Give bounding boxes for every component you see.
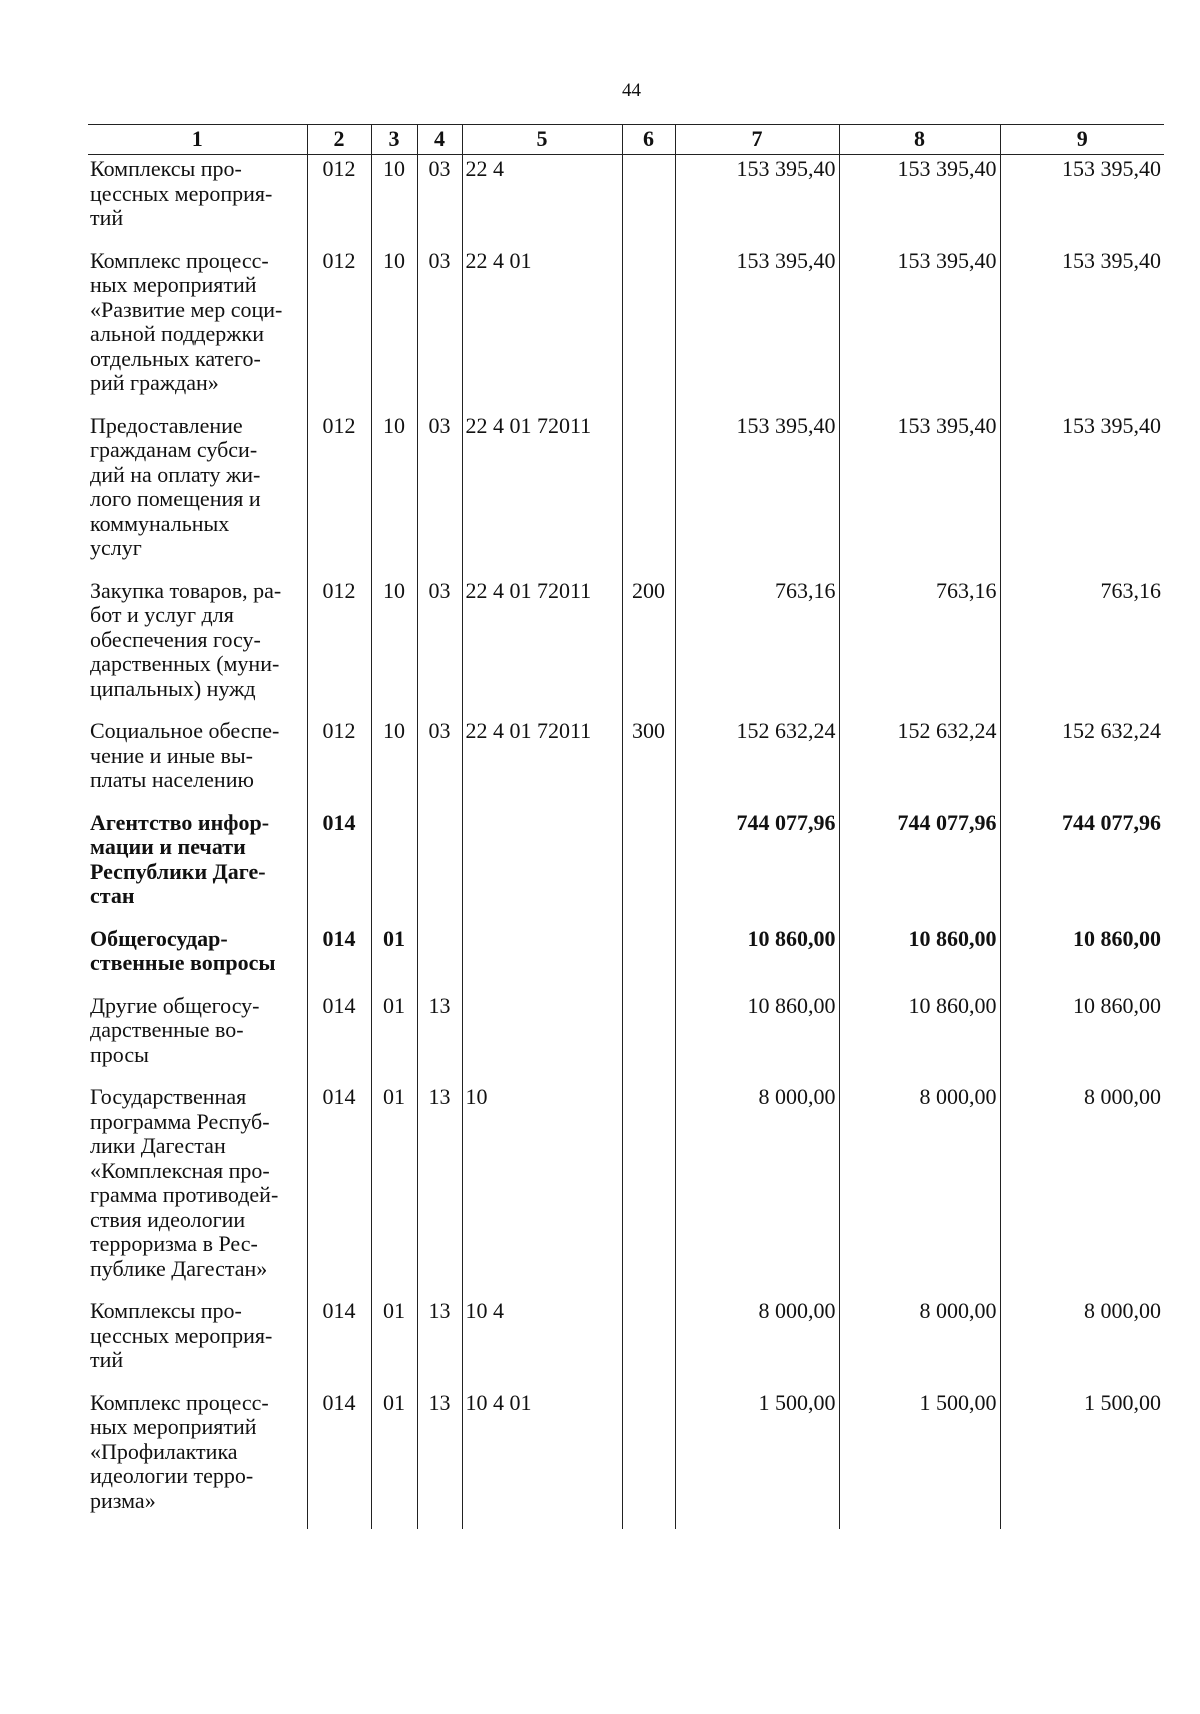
row-amount-col9: 153 395,40	[1000, 155, 1164, 247]
row-amount-col9: 152 632,24	[1000, 717, 1164, 809]
header-row	[88, 125, 1164, 155]
row-code-target	[462, 925, 622, 992]
row-amount-col7: 8 000,00	[675, 1297, 839, 1389]
row-amount-col8: 10 860,00	[839, 925, 1000, 992]
row-code-section: 01	[371, 1297, 417, 1389]
column-header: 2	[307, 125, 371, 155]
row-amount-col7: 152 632,24	[675, 717, 839, 809]
table-row	[88, 412, 1164, 577]
page-number: 44	[622, 80, 641, 101]
row-name: Социальное обеспе- чение и иные вы- платы населению	[88, 717, 307, 809]
row-code-target: 22 4 01 72011	[462, 717, 622, 809]
table-row	[88, 1297, 1164, 1389]
row-code-expense-type	[622, 992, 675, 1084]
row-code-expense-type	[622, 247, 675, 412]
table-row	[88, 247, 1164, 412]
table-row	[88, 155, 1164, 247]
column-header: 3	[371, 125, 417, 155]
column-header: 8	[839, 125, 1000, 155]
row-code-target: 22 4 01 72011	[462, 577, 622, 718]
row-amount-col9: 153 395,40	[1000, 247, 1164, 412]
row-code-ministry: 014	[307, 925, 371, 992]
row-code-subsection: 13	[417, 992, 462, 1084]
row-amount-col7: 153 395,40	[675, 247, 839, 412]
table-row	[88, 925, 1164, 992]
row-amount-col9: 8 000,00	[1000, 1297, 1164, 1389]
row-code-target: 10	[462, 1083, 622, 1297]
row-code-ministry: 012	[307, 577, 371, 718]
row-amount-col8: 152 632,24	[839, 717, 1000, 809]
table-row	[88, 809, 1164, 925]
row-amount-col8: 153 395,40	[839, 412, 1000, 577]
row-code-ministry: 014	[307, 992, 371, 1084]
row-code-target: 10 4 01	[462, 1389, 622, 1530]
row-name: Комплексы про- цессных мероприя- тий	[88, 1297, 307, 1389]
column-header: 1	[88, 125, 307, 155]
row-code-ministry: 012	[307, 155, 371, 247]
row-amount-col7: 10 860,00	[675, 925, 839, 992]
row-code-ministry: 012	[307, 412, 371, 577]
row-amount-col8: 153 395,40	[839, 155, 1000, 247]
row-amount-col7: 153 395,40	[675, 412, 839, 577]
row-code-ministry: 014	[307, 1083, 371, 1297]
table-row	[88, 1083, 1164, 1297]
column-header: 5	[462, 125, 622, 155]
row-amount-col7: 153 395,40	[675, 155, 839, 247]
row-code-ministry: 014	[307, 1389, 371, 1530]
row-code-ministry: 014	[307, 1297, 371, 1389]
row-code-section: 10	[371, 155, 417, 247]
row-code-subsection: 03	[417, 412, 462, 577]
row-amount-col7: 10 860,00	[675, 992, 839, 1084]
row-amount-col9: 1 500,00	[1000, 1389, 1164, 1530]
row-amount-col7: 1 500,00	[675, 1389, 839, 1530]
row-code-section: 01	[371, 925, 417, 992]
row-amount-col8: 8 000,00	[839, 1083, 1000, 1297]
row-code-expense-type	[622, 1389, 675, 1530]
row-code-subsection: 13	[417, 1297, 462, 1389]
row-code-section: 10	[371, 717, 417, 809]
table-body	[88, 155, 1164, 1530]
row-amount-col7: 8 000,00	[675, 1083, 839, 1297]
column-header: 6	[622, 125, 675, 155]
row-code-subsection	[417, 809, 462, 925]
row-amount-col8: 10 860,00	[839, 992, 1000, 1084]
row-amount-col8: 153 395,40	[839, 247, 1000, 412]
row-code-ministry: 012	[307, 717, 371, 809]
row-code-section: 10	[371, 412, 417, 577]
row-code-target	[462, 992, 622, 1084]
row-code-subsection: 13	[417, 1389, 462, 1530]
table-row	[88, 992, 1164, 1084]
row-code-subsection	[417, 925, 462, 992]
table-row	[88, 577, 1164, 718]
row-name: Другие общегосу- дарственные во- просы	[88, 992, 307, 1084]
row-code-expense-type: 300	[622, 717, 675, 809]
row-amount-col9: 10 860,00	[1000, 925, 1164, 992]
row-name: Комплекс процесс- ных мероприятий «Профилактика идеологии терро- ризма»	[88, 1389, 307, 1530]
row-name: Комплекс процесс- ных мероприятий «Развитие мер соци- альной поддержки отдельных катего- рий граждан»	[88, 247, 307, 412]
row-code-section	[371, 809, 417, 925]
table-row	[88, 1389, 1164, 1530]
row-code-section: 01	[371, 1389, 417, 1530]
table-row	[88, 717, 1164, 809]
row-name: Закупка товаров, ра- бот и услуг для обеспечения госу- дарственных (муни- ципальных) нужд	[88, 577, 307, 718]
column-header: 4	[417, 125, 462, 155]
row-amount-col8: 744 077,96	[839, 809, 1000, 925]
row-amount-col9: 744 077,96	[1000, 809, 1164, 925]
row-code-section: 10	[371, 577, 417, 718]
row-code-expense-type	[622, 925, 675, 992]
row-amount-col8: 1 500,00	[839, 1389, 1000, 1530]
row-code-expense-type	[622, 412, 675, 577]
row-code-target: 22 4	[462, 155, 622, 247]
row-name: Общегосудар- ственные вопросы	[88, 925, 307, 992]
row-amount-col7: 763,16	[675, 577, 839, 718]
row-amount-col7: 744 077,96	[675, 809, 839, 925]
row-code-subsection: 13	[417, 1083, 462, 1297]
row-code-subsection: 03	[417, 247, 462, 412]
row-code-expense-type	[622, 1083, 675, 1297]
row-code-section: 10	[371, 247, 417, 412]
row-amount-col8: 8 000,00	[839, 1297, 1000, 1389]
row-code-expense-type	[622, 809, 675, 925]
row-code-section: 01	[371, 992, 417, 1084]
row-name: Предоставление гражданам субси- дий на оплату жи- лого помещения и коммунальных услуг	[88, 412, 307, 577]
row-code-target: 22 4 01	[462, 247, 622, 412]
row-amount-col8: 763,16	[839, 577, 1000, 718]
row-amount-col9: 8 000,00	[1000, 1083, 1164, 1297]
row-code-subsection: 03	[417, 717, 462, 809]
row-code-expense-type: 200	[622, 577, 675, 718]
budget-table	[88, 124, 1164, 1529]
row-code-target: 10 4	[462, 1297, 622, 1389]
row-code-subsection: 03	[417, 577, 462, 718]
row-amount-col9: 763,16	[1000, 577, 1164, 718]
row-amount-col9: 153 395,40	[1000, 412, 1164, 577]
row-code-expense-type	[622, 1297, 675, 1389]
row-amount-col9: 10 860,00	[1000, 992, 1164, 1084]
row-name: Государственная программа Респуб- лики Дагестан «Комплексная про- грамма противодей- ствия идеологии терроризма в Рес- публике Дагестан»	[88, 1083, 307, 1297]
row-code-target: 22 4 01 72011	[462, 412, 622, 577]
row-code-ministry: 012	[307, 247, 371, 412]
row-code-subsection: 03	[417, 155, 462, 247]
row-code-target	[462, 809, 622, 925]
row-code-section: 01	[371, 1083, 417, 1297]
row-name: Комплексы про- цессных мероприя- тий	[88, 155, 307, 247]
row-code-ministry: 014	[307, 809, 371, 925]
column-header: 7	[675, 125, 839, 155]
column-header: 9	[1000, 125, 1164, 155]
row-code-expense-type	[622, 155, 675, 247]
row-name: Агентство инфор- мации и печати Республики Даге- стан	[88, 809, 307, 925]
